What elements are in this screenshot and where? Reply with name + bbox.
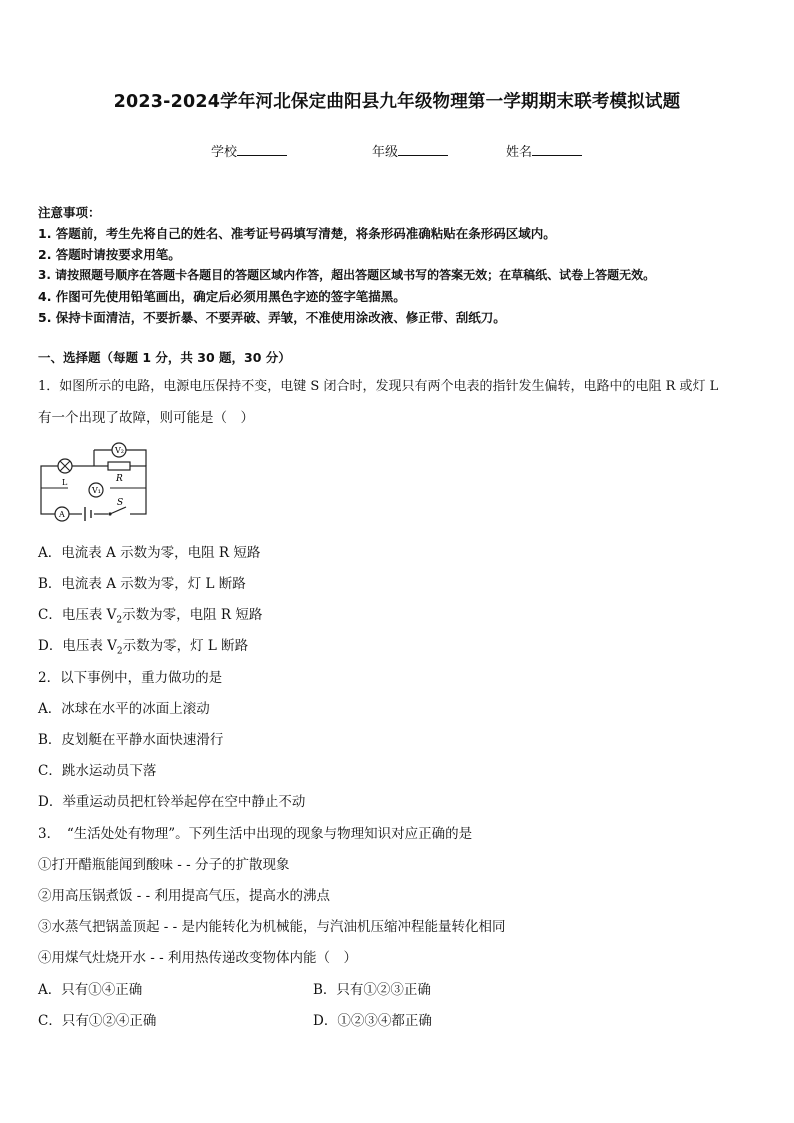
note-item: 3. 请按照题号顺序在答题卡各题目的答题区域内作答，超出答题区域书写的答案无效；在草稿纸、试卷上答题无效。: [38, 268, 656, 282]
school-label: 学校: [211, 145, 238, 160]
ammeter-label: A: [59, 510, 65, 519]
v1-label: V₁: [92, 486, 101, 495]
grade-blank: [398, 142, 448, 156]
q3-statement-1: ①打开醋瓶能闻到酸味 - - 分子的扩散现象: [38, 857, 290, 873]
switch-label: S: [117, 498, 124, 508]
circuit-diagram: [38, 440, 150, 526]
exam-title: 2023-2024学年河北保定曲阳县九年级物理第一学期期末联考模拟试题: [113, 92, 681, 112]
q3-option-c: C．只有①②④正确: [38, 1013, 157, 1029]
section-heading: 一、选择题（每题 1 分，共 30 题，30 分）: [38, 350, 291, 365]
q3-stem: 3． “生活处处有物理”。下列生活中出现的现象与物理知识对应正确的是: [38, 826, 473, 842]
grade-field: [372, 141, 448, 160]
school-field: [211, 141, 287, 160]
q2-option-b: B．皮划艇在平静水面快速滑行: [38, 732, 224, 748]
note-item: 5. 保持卡面清洁，不要折暴、不要弄破、弄皱，不准使用涂改液、修正带、刮纸刀。: [38, 310, 506, 325]
q3-option-b: B．只有①②③正确: [313, 982, 431, 998]
note-item: 4. 作图可先使用铅笔画出，确定后必须用黑色字迹的签字笔描黑。: [38, 289, 406, 304]
name-blank: [532, 142, 582, 156]
school-blank: [237, 142, 287, 156]
note-item: 2. 答题时请按要求用笔。: [38, 247, 181, 262]
q3-option-a: A．只有①④正确: [38, 982, 143, 998]
q3-option-d: D．①②③④都正确: [313, 1013, 432, 1029]
q2-option-c: C．跳水运动员下落: [38, 763, 157, 779]
notes-heading: 注意事项：: [38, 205, 101, 220]
q3-statement-3: ③水蒸气把锅盖顶起 - - 是内能转化为机械能，与汽油机压缩冲程能量转化相同: [38, 919, 506, 935]
q1-option-a: A．电流表 A 示数为零，电阻 R 短路: [38, 545, 261, 561]
name-field: [506, 141, 582, 160]
q2-option-d: D．举重运动员把杠铃举起停在空中静止不动: [38, 794, 306, 810]
v2-label: V₂: [115, 446, 124, 455]
q1-stem-cont: 有一个出现了故障，则可能是（ ）: [38, 410, 254, 426]
q1-option-d: D．电压表 $V_2$示数为零，灯 L 断路: [38, 638, 249, 657]
lamp-label: L: [62, 478, 68, 487]
resistor-r-icon: [108, 462, 130, 470]
resistor-label: R: [116, 474, 123, 484]
name-label: 姓名: [506, 145, 533, 160]
note-item: 1. 答题前，考生先将自己的姓名、准考证号码填写清楚，将条形码准确粘贴在条形码区域内。: [38, 226, 556, 241]
q3-statement-4: ④用煤气灶烧开水 - - 利用热传递改变物体内能（ ）: [38, 950, 357, 966]
q2-option-a: A．冰球在水平的冰面上滚动: [38, 701, 210, 717]
q3-statement-2: ②用高压锅煮饭 - - 利用提高气压，提高水的沸点: [38, 888, 330, 904]
q2-stem: 2．以下事例中，重力做功的是: [38, 670, 223, 686]
q1-stem: 1．如图所示的电路，电源电压保持不变，电键 S 闭合时，发现只有两个电表的指针发生偏转，电路中的电阻 R 或灯 L: [38, 379, 719, 394]
q1-option-c: C．电压表 $V_2$示数为零，电阻 R 短路: [38, 607, 263, 626]
q1-option-b: B．电流表 A 示数为零，灯 L 断路: [38, 576, 246, 592]
grade-label: 年级: [372, 145, 399, 160]
